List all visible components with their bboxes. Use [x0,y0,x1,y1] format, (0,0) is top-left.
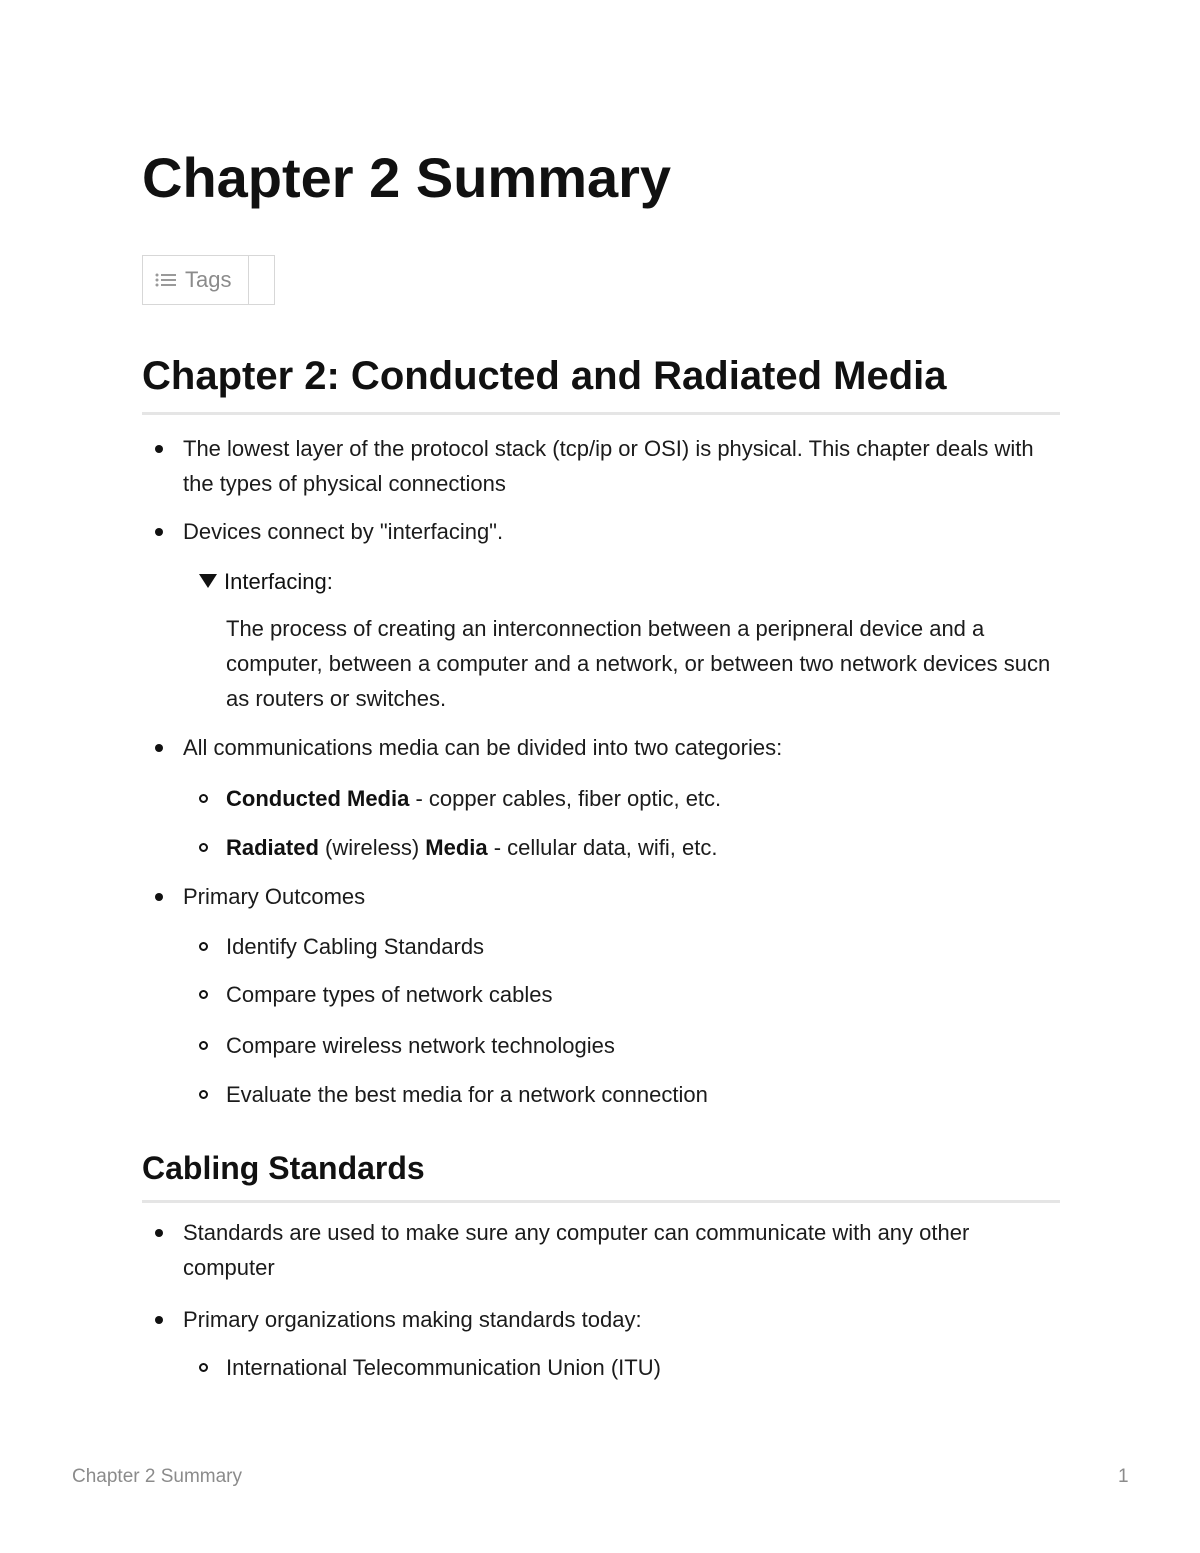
bullet-icon [155,744,163,752]
circle-bullet-icon [199,942,208,951]
list-item: Devices connect by "interfacing". [183,514,1060,549]
tags-value[interactable] [249,256,274,304]
section-heading: Chapter 2: Conducted and Radiated Media [142,354,947,398]
circle-bullet-icon [199,794,208,803]
list-item: Compare wireless network technologies [226,1028,1060,1063]
footer-page-number: 1 [1118,1466,1129,1487]
heading-divider [142,412,1060,415]
list-item: International Telecommunication Union (ITU) [226,1350,1060,1385]
toggle-triangle-icon[interactable] [199,574,217,588]
list-item: Compare types of network cables [226,977,1060,1012]
page-title: Chapter 2 Summary [142,146,672,209]
heading-divider [142,1200,1060,1203]
list-item: Primary organizations making standards today: [183,1302,1060,1337]
toggle-block[interactable] [199,564,333,599]
toggle-content: The process of creating an interconnection between a peripneral device and a computer, between a computer and a network, or between two network devices sucn as routers or switches. [226,616,1051,711]
tags-label: Tags [185,267,232,292]
section-heading: Cabling Standards [142,1150,425,1186]
list-icon [155,272,177,288]
tags-property[interactable] [142,255,275,305]
bullet-icon [155,1229,163,1237]
bullet-icon [155,528,163,536]
list-item: All communications media can be divided into two categories: [183,730,1060,765]
circle-bullet-icon [199,1041,208,1050]
circle-bullet-icon [199,1090,208,1099]
bullet-icon [155,1316,163,1324]
circle-bullet-icon [199,990,208,999]
bullet-icon [155,445,163,453]
list-item: Identify Cabling Standards [226,929,1060,964]
tags-property-name [143,256,249,304]
list-item: Standards are used to make sure any computer can communicate with any other computer [183,1215,1060,1285]
bullet-icon [155,893,163,901]
circle-bullet-icon [199,843,208,852]
list-item: Primary Outcomes [183,879,1060,914]
toggle-label: Interfacing: [224,569,333,594]
list-item: The lowest layer of the protocol stack (tcp/ip or OSI) is physical. This chapter deals with the types of physical connections [183,431,1060,501]
list-item: Evaluate the best media for a network connection [226,1077,1060,1112]
list-item: Conducted Media - copper cables, fiber optic, etc. [226,781,1060,816]
list-item: Radiated (wireless) Media - cellular data, wifi, etc. [226,830,1060,865]
circle-bullet-icon [199,1363,208,1372]
footer-title: Chapter 2 Summary [72,1466,243,1487]
